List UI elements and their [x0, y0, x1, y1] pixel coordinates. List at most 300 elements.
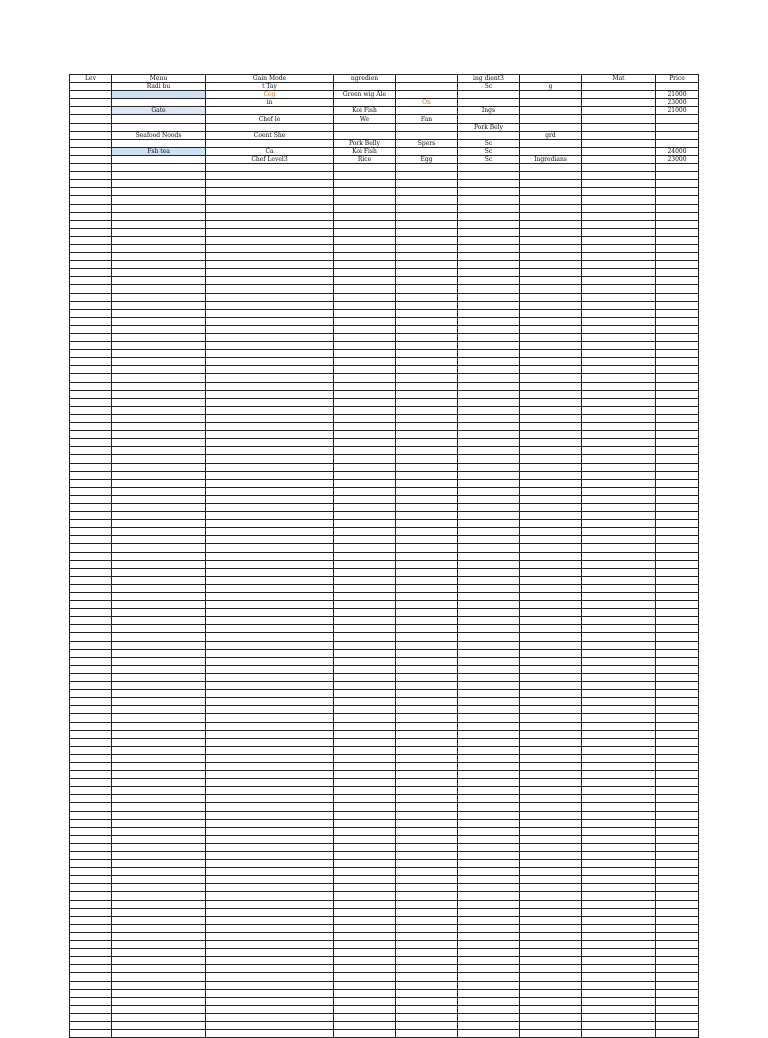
table-cell: [112, 544, 206, 552]
table-cell: [396, 949, 458, 957]
table-cell: [206, 455, 334, 463]
table-cell: [582, 657, 656, 665]
table-row: [70, 293, 699, 301]
table-cell: [112, 536, 206, 544]
table-cell: [656, 965, 699, 973]
table-cell: [656, 884, 699, 892]
table-row: [70, 560, 699, 568]
table-cell: [396, 779, 458, 787]
table-row: [70, 714, 699, 722]
table-cell: [396, 398, 458, 406]
table-cell: [520, 779, 582, 787]
table-cell: [334, 900, 396, 908]
table-cell: [396, 633, 458, 641]
table-cell: [334, 172, 396, 180]
table-cell: [206, 738, 334, 746]
table-cell: [396, 414, 458, 422]
table-cell: [206, 180, 334, 188]
table-cell: [206, 520, 334, 528]
table-cell: [206, 568, 334, 576]
table-cell: [520, 892, 582, 900]
table-cell: [458, 730, 520, 738]
table-cell: [520, 690, 582, 698]
table-cell: [656, 123, 699, 131]
table-cell: [396, 528, 458, 536]
table-cell: [520, 164, 582, 172]
table-cell: [334, 924, 396, 932]
table-row: [70, 609, 699, 617]
table-cell: [458, 714, 520, 722]
table-cell: [70, 706, 112, 714]
table-cell: [334, 941, 396, 949]
table-cell: [520, 746, 582, 754]
table-cell: [334, 334, 396, 342]
table-cell: [70, 350, 112, 358]
table-cell: 24000: [656, 147, 699, 155]
table-cell: [656, 876, 699, 884]
table-cell: [112, 325, 206, 333]
table-cell: [520, 342, 582, 350]
table-cell: [582, 544, 656, 552]
table-cell: [520, 916, 582, 924]
table-cell: [112, 164, 206, 172]
table-cell: [396, 83, 458, 91]
table-cell: [582, 536, 656, 544]
table-cell: [582, 91, 656, 99]
table-cell: Chef le: [206, 115, 334, 123]
table-cell: [656, 471, 699, 479]
table-cell: [206, 528, 334, 536]
table-cell: [70, 584, 112, 592]
table-cell: [458, 649, 520, 657]
table-row: [70, 811, 699, 819]
table-cell: [520, 609, 582, 617]
table-cell: [112, 317, 206, 325]
table-cell: [70, 682, 112, 690]
table-cell: [396, 868, 458, 876]
table-cell: [334, 601, 396, 609]
table-cell: [582, 503, 656, 511]
table-cell: [582, 552, 656, 560]
table-row: [70, 406, 699, 414]
table-cell: [656, 706, 699, 714]
table-cell: [70, 819, 112, 827]
table-cell: [396, 730, 458, 738]
table-cell: [656, 754, 699, 762]
table-cell: [70, 164, 112, 172]
table-row: [70, 730, 699, 738]
table-cell: [520, 204, 582, 212]
table-cell: [458, 593, 520, 601]
table-cell: Koi Fish: [334, 107, 396, 115]
table-cell: [334, 625, 396, 633]
table-cell: [206, 884, 334, 892]
table-cell: [206, 439, 334, 447]
table-cell: [656, 762, 699, 770]
table-cell: Gate: [112, 107, 206, 115]
table-cell: [112, 155, 206, 163]
table-cell: [656, 649, 699, 657]
table-cell: [334, 220, 396, 228]
table-cell: [70, 900, 112, 908]
table-cell: [396, 657, 458, 665]
table-cell: [656, 803, 699, 811]
table-cell: [112, 91, 206, 99]
table-cell: [70, 390, 112, 398]
table-cell: [206, 172, 334, 180]
table-cell: [458, 325, 520, 333]
table-cell: [656, 682, 699, 690]
table-cell: [70, 398, 112, 406]
table-cell: [70, 835, 112, 843]
table-cell: [458, 981, 520, 989]
table-cell: [206, 641, 334, 649]
table-cell: [582, 601, 656, 609]
table-cell: [112, 196, 206, 204]
table-cell: [656, 528, 699, 536]
table-cell: [656, 908, 699, 916]
table-cell: Rice: [334, 155, 396, 163]
table-cell: [112, 625, 206, 633]
table-cell: [458, 673, 520, 681]
table-cell: [396, 908, 458, 916]
table-cell: [396, 455, 458, 463]
table-cell: [656, 285, 699, 293]
table-row: [70, 576, 699, 584]
table-cell: [396, 609, 458, 617]
table-cell: [206, 997, 334, 1005]
table-cell: [334, 350, 396, 358]
table-cell: [582, 220, 656, 228]
table-cell: [112, 366, 206, 374]
table-cell: [396, 431, 458, 439]
table-cell: [334, 552, 396, 560]
table-row: [70, 682, 699, 690]
table-row: [70, 722, 699, 730]
table-cell: [520, 787, 582, 795]
table-row: [70, 641, 699, 649]
table-row: [70, 908, 699, 916]
table-row: [70, 495, 699, 503]
table-cell: [656, 779, 699, 787]
table-cell: [582, 803, 656, 811]
table-cell: [112, 528, 206, 536]
table-cell: [582, 172, 656, 180]
table-cell: [520, 932, 582, 940]
table-cell: [582, 989, 656, 997]
table-cell: [458, 244, 520, 252]
table-cell: [334, 406, 396, 414]
table-cell: [70, 722, 112, 730]
table-cell: [582, 609, 656, 617]
table-body: [70, 75, 699, 1038]
table-cell: [396, 544, 458, 552]
table-cell: [334, 414, 396, 422]
table-cell: [334, 520, 396, 528]
table-row: [70, 957, 699, 965]
table-cell: [70, 560, 112, 568]
table-cell: [112, 989, 206, 997]
table-cell: [656, 244, 699, 252]
table-cell: [582, 852, 656, 860]
table-cell: [112, 649, 206, 657]
table-cell: [112, 673, 206, 681]
table-cell: [396, 787, 458, 795]
table-cell: [70, 997, 112, 1005]
table-cell: [656, 698, 699, 706]
table-cell: Radi bu: [112, 83, 206, 91]
table-cell: [656, 843, 699, 851]
table-cell: [520, 269, 582, 277]
table-cell: [334, 690, 396, 698]
table-cell: [458, 382, 520, 390]
table-cell: [396, 261, 458, 269]
table-cell: [396, 374, 458, 382]
table-row: [70, 471, 699, 479]
table-cell: [334, 1013, 396, 1021]
table-cell: [582, 398, 656, 406]
table-cell: [206, 657, 334, 665]
table-row: [70, 463, 699, 471]
table-row: [70, 690, 699, 698]
table-cell: [458, 641, 520, 649]
table-cell: [396, 471, 458, 479]
table-cell: [206, 107, 334, 115]
table-cell: [458, 261, 520, 269]
table-cell: [458, 584, 520, 592]
table-cell: [582, 1005, 656, 1013]
table-cell: [70, 406, 112, 414]
table-cell: [582, 285, 656, 293]
table-cell: [206, 593, 334, 601]
table-cell: [396, 860, 458, 868]
table-cell: [112, 754, 206, 762]
table-cell: [656, 601, 699, 609]
table-cell: [520, 973, 582, 981]
table-cell: [112, 487, 206, 495]
table-cell: [396, 479, 458, 487]
table-cell: [582, 147, 656, 155]
table-cell: [520, 665, 582, 673]
table-cell: [582, 568, 656, 576]
table-cell: [458, 180, 520, 188]
table-cell: Spers: [396, 139, 458, 147]
table-cell: [334, 244, 396, 252]
table-cell: [70, 447, 112, 455]
table-cell: [582, 342, 656, 350]
table-row: [70, 787, 699, 795]
table-cell: [112, 641, 206, 649]
table-cell: [112, 560, 206, 568]
table-row: [70, 754, 699, 762]
table-cell: [112, 665, 206, 673]
table-row: [70, 673, 699, 681]
table-cell: [520, 649, 582, 657]
table-cell: [334, 916, 396, 924]
table-cell: [334, 164, 396, 172]
table-cell: [70, 155, 112, 163]
table-cell: [206, 835, 334, 843]
table-cell: [520, 536, 582, 544]
table-cell: [520, 568, 582, 576]
table-cell: [70, 455, 112, 463]
table-cell: [334, 212, 396, 220]
table-cell: [458, 706, 520, 714]
table-cell: [656, 350, 699, 358]
table-cell: [334, 431, 396, 439]
table-cell: [206, 973, 334, 981]
table-cell: [334, 568, 396, 576]
table-cell: [206, 309, 334, 317]
table-cell: [396, 593, 458, 601]
table-cell: [206, 811, 334, 819]
table-cell: [70, 1030, 112, 1038]
table-cell: [520, 698, 582, 706]
table-cell: [582, 924, 656, 932]
table-row: [70, 172, 699, 180]
table-cell: [520, 795, 582, 803]
table-cell: [656, 544, 699, 552]
table-cell: [656, 924, 699, 932]
table-cell: [112, 787, 206, 795]
table-cell: [112, 358, 206, 366]
table-row: [70, 965, 699, 973]
table-cell: [206, 463, 334, 471]
table-cell: [656, 406, 699, 414]
table-cell: [112, 997, 206, 1005]
table-cell: [334, 439, 396, 447]
table-cell: [520, 625, 582, 633]
table-cell: [70, 487, 112, 495]
table-cell: [112, 447, 206, 455]
table-cell: [112, 414, 206, 422]
table-cell: Sc: [458, 147, 520, 155]
table-cell: [70, 99, 112, 107]
table-row: [70, 552, 699, 560]
table-cell: [112, 1021, 206, 1029]
table-cell: [112, 406, 206, 414]
table-cell: [396, 91, 458, 99]
table-cell: [520, 180, 582, 188]
table-cell: [582, 236, 656, 244]
table-cell: [582, 641, 656, 649]
table-cell: [206, 560, 334, 568]
table-cell: [334, 512, 396, 520]
table-cell: [582, 819, 656, 827]
table-cell: [520, 220, 582, 228]
table-cell: [656, 1005, 699, 1013]
table-cell: [70, 860, 112, 868]
table-cell: [582, 155, 656, 163]
table-row: [70, 236, 699, 244]
table-cell: [396, 487, 458, 495]
table-cell: [458, 236, 520, 244]
table-cell: [582, 350, 656, 358]
table-cell: [396, 843, 458, 851]
table-cell: [458, 843, 520, 851]
table-cell: [520, 819, 582, 827]
table-cell: [206, 196, 334, 204]
table-cell: [70, 698, 112, 706]
table-cell: [520, 924, 582, 932]
table-cell: [206, 285, 334, 293]
table-cell: [334, 754, 396, 762]
table-cell: [458, 447, 520, 455]
table-cell: [206, 1005, 334, 1013]
table-row: [70, 779, 699, 787]
table-row: [70, 431, 699, 439]
table-cell: [334, 771, 396, 779]
table-cell: [582, 771, 656, 779]
table-cell: [582, 180, 656, 188]
table-cell: [656, 431, 699, 439]
table-cell: [656, 657, 699, 665]
table-cell: [206, 398, 334, 406]
table-row: [70, 584, 699, 592]
table-cell: [396, 463, 458, 471]
table-cell: [70, 965, 112, 973]
table-cell: [458, 779, 520, 787]
table-cell: [520, 827, 582, 835]
table-cell: [70, 301, 112, 309]
table-cell: [70, 690, 112, 698]
table-cell: [396, 285, 458, 293]
table-cell: [656, 941, 699, 949]
table-cell: [396, 406, 458, 414]
table-cell: [206, 916, 334, 924]
table-cell: [334, 1030, 396, 1038]
table-cell: [70, 803, 112, 811]
table-cell: [70, 746, 112, 754]
table-cell: [70, 762, 112, 770]
table-row: [70, 536, 699, 544]
table-cell: [396, 172, 458, 180]
table-cell: [656, 398, 699, 406]
table-row: [70, 228, 699, 236]
table-cell: [582, 83, 656, 91]
table-cell: [112, 576, 206, 584]
table-cell: [334, 584, 396, 592]
table-cell: [396, 682, 458, 690]
table-cell: [656, 771, 699, 779]
table-cell: [582, 932, 656, 940]
table-cell: [582, 682, 656, 690]
table-row: [70, 633, 699, 641]
table-cell: [458, 374, 520, 382]
table-cell: [112, 277, 206, 285]
table-cell: [396, 673, 458, 681]
table-cell: [396, 601, 458, 609]
table-cell: [396, 123, 458, 131]
table-cell: [656, 382, 699, 390]
table-row: [70, 803, 699, 811]
table-cell: [112, 253, 206, 261]
table-cell: [112, 99, 206, 107]
table-cell: [70, 633, 112, 641]
table-cell: [70, 479, 112, 487]
table-row: [70, 884, 699, 892]
table-cell: [206, 665, 334, 673]
table-cell: Green wig Ale: [334, 91, 396, 99]
table-cell: [70, 220, 112, 228]
table-cell: [656, 827, 699, 835]
table-cell: [520, 601, 582, 609]
table-cell: [112, 932, 206, 940]
table-cell: [70, 131, 112, 139]
table-cell: [582, 366, 656, 374]
table-cell: [458, 220, 520, 228]
table-cell: [582, 787, 656, 795]
